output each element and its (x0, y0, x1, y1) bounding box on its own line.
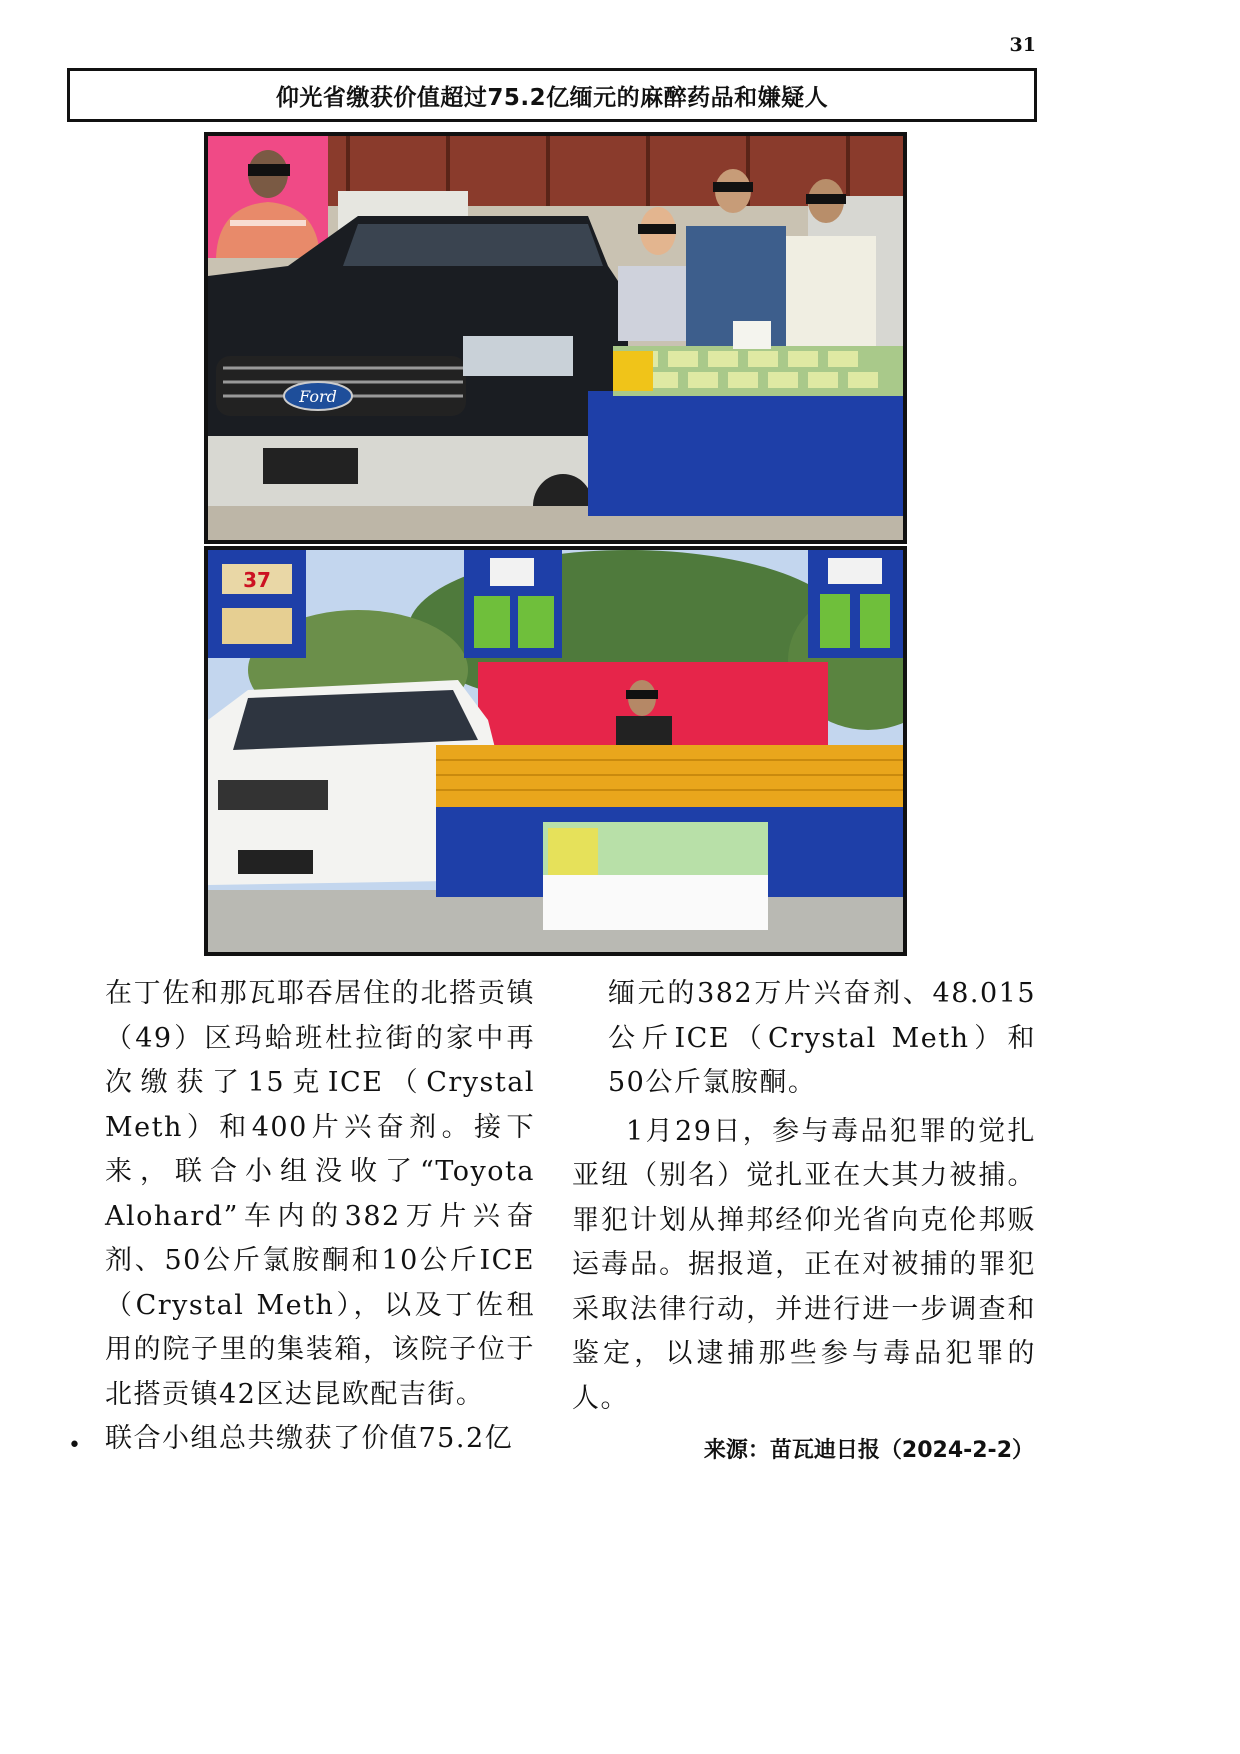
car-badge: Ford (299, 387, 337, 406)
photo-seizure-ford (204, 132, 907, 544)
article-right-column (572, 972, 1036, 1421)
page-number: 31 (1009, 34, 1036, 56)
headline: 仰光省缴获价值超过75.2亿缅元的麻醉药品和嫌疑人 (275, 84, 829, 111)
photo-seizure-toyota-image (208, 550, 903, 952)
inset-label: 37 (243, 568, 271, 592)
article-paragraph: 联合小组总共缴获了价值75.2亿 (105, 1423, 514, 1454)
article-paragraph: 缅元的382万片兴奋剂、48.015公斤ICE（Crystal Meth）和50公斤氯胺酮。 (608, 978, 1036, 1098)
headline-box (67, 68, 1037, 122)
article-paragraph: 1月29日，参与毒品犯罪的觉扎亚纽（别名）觉扎亚在大其力被捕。罪犯计划从掸邦经仰光省向克伦邦贩运毒品。据报道，正在对被捕的罪犯采取法律行动，并进行进一步调查和鉴定，以逮捕那些参与毒品犯罪的人。 (572, 1115, 1036, 1414)
photo-seizure-toyota (204, 546, 907, 956)
source-line: 来源：苗瓦迪日报（2024-2-2） (703, 1438, 1034, 1463)
article-paragraph: 在丁佐和那瓦耶吞居住的北搭贡镇（49）区玛蛤班杜拉街的家中再次缴获了15克ICE（Crystal Meth）和400片兴奋剂。接下来，联合小组没收了“Toyota Alohard”车内的382万片兴奋剂、50公斤氯胺酮和10公斤ICE（Crystal Meth），以及丁佐租用的院子里的集装箱，该院子位于北搭贡镇42区达昆欧配吉街。 (105, 978, 535, 1410)
bullet-marker: • (68, 1433, 81, 1458)
article-left-column (105, 972, 535, 1462)
photo-seizure-ford-image (208, 136, 903, 540)
